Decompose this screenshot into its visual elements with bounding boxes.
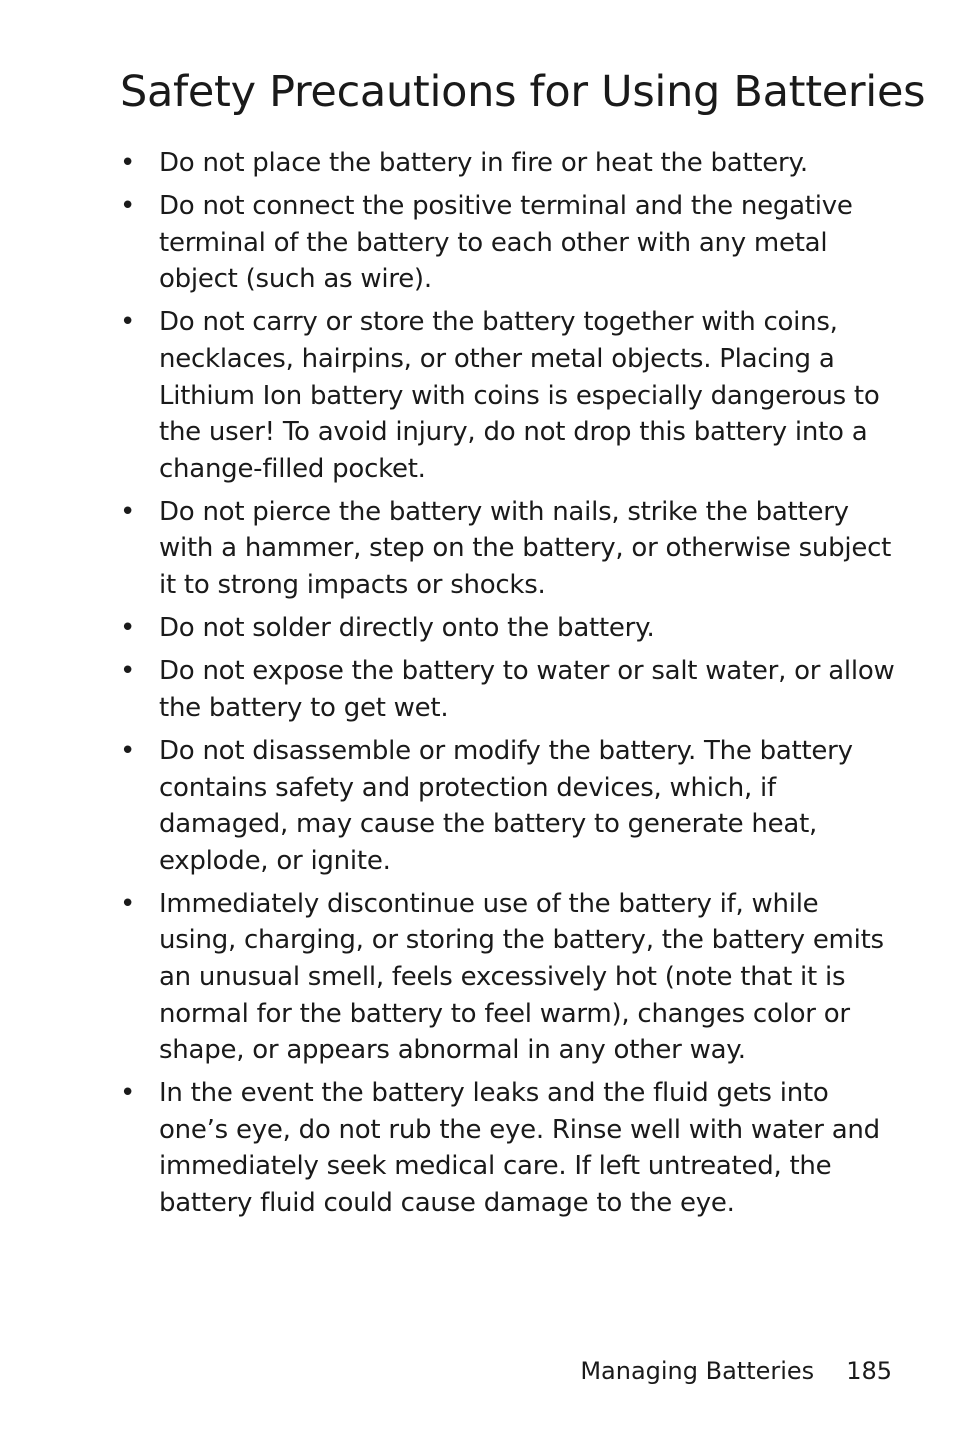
bullet-icon: • (120, 656, 136, 687)
list-item-text: Do not pierce the battery with nails, strike the battery with a hammer, step on the battery, or otherwise subject it to strong impacts or shocks. (159, 496, 892, 601)
list-item (120, 494, 900, 604)
list-item-text: Do not carry or store the battery together with coins, necklaces, hairpins, or other metal objects. Placing a Lithium Ion battery with coins is especially dangerous to the user! To avoid injury, do not drop this battery into a change-filled pocket. (159, 307, 880, 484)
list-item-text: Do not solder directly onto the battery. (159, 613, 655, 644)
bullet-icon: • (120, 191, 136, 222)
bullet-icon: • (120, 307, 136, 338)
list-item (120, 188, 900, 298)
list-item (120, 653, 900, 726)
list-item (120, 733, 900, 879)
list-item-text: In the event the battery leaks and the fluid gets into one’s eye, do not rub the eye. Rinse well with water and immediately seek medical care. If left untreated, the battery fluid could cause damage to the eye. (159, 1078, 880, 1219)
footer-section-title: Managing Batteries (580, 1357, 815, 1385)
list-item (120, 610, 900, 647)
bullet-icon: • (120, 735, 136, 766)
page-number: 185 (846, 1357, 892, 1385)
precautions-list (120, 145, 900, 1228)
list-item-text: Do not disassemble or modify the battery. The battery contains safety and protection devices, which, if damaged, may cause the battery to generate heat, explode, or ignite. (159, 735, 853, 876)
page-title: Safety Precautions for Using Batteries (120, 67, 926, 117)
bullet-icon: • (120, 1078, 136, 1109)
page-footer (580, 1357, 892, 1385)
bullet-icon: • (120, 148, 136, 178)
list-item (120, 886, 900, 1069)
list-item-text: Do not connect the positive terminal and the negative terminal of the battery to each other with any metal object (such as wire). (159, 191, 853, 295)
bullet-icon: • (120, 496, 136, 527)
list-item (120, 145, 900, 182)
list-item-text: Do not expose the battery to water or salt water, or allow the battery to get wet. (159, 656, 895, 723)
list-item (120, 304, 900, 487)
bullet-icon: • (120, 613, 136, 644)
list-item-text: Do not place the battery in fire or heat the battery. (159, 148, 808, 178)
list-item-text: Immediately discontinue use of the battery if, while using, charging, or storing the battery, the battery emits an unusual smell, feels excessively hot (note that it is normal for the battery to feel warm), changes color or shape, or appears abnormal in any other way. (159, 888, 884, 1066)
list-item (120, 1075, 900, 1221)
bullet-icon: • (120, 888, 136, 919)
